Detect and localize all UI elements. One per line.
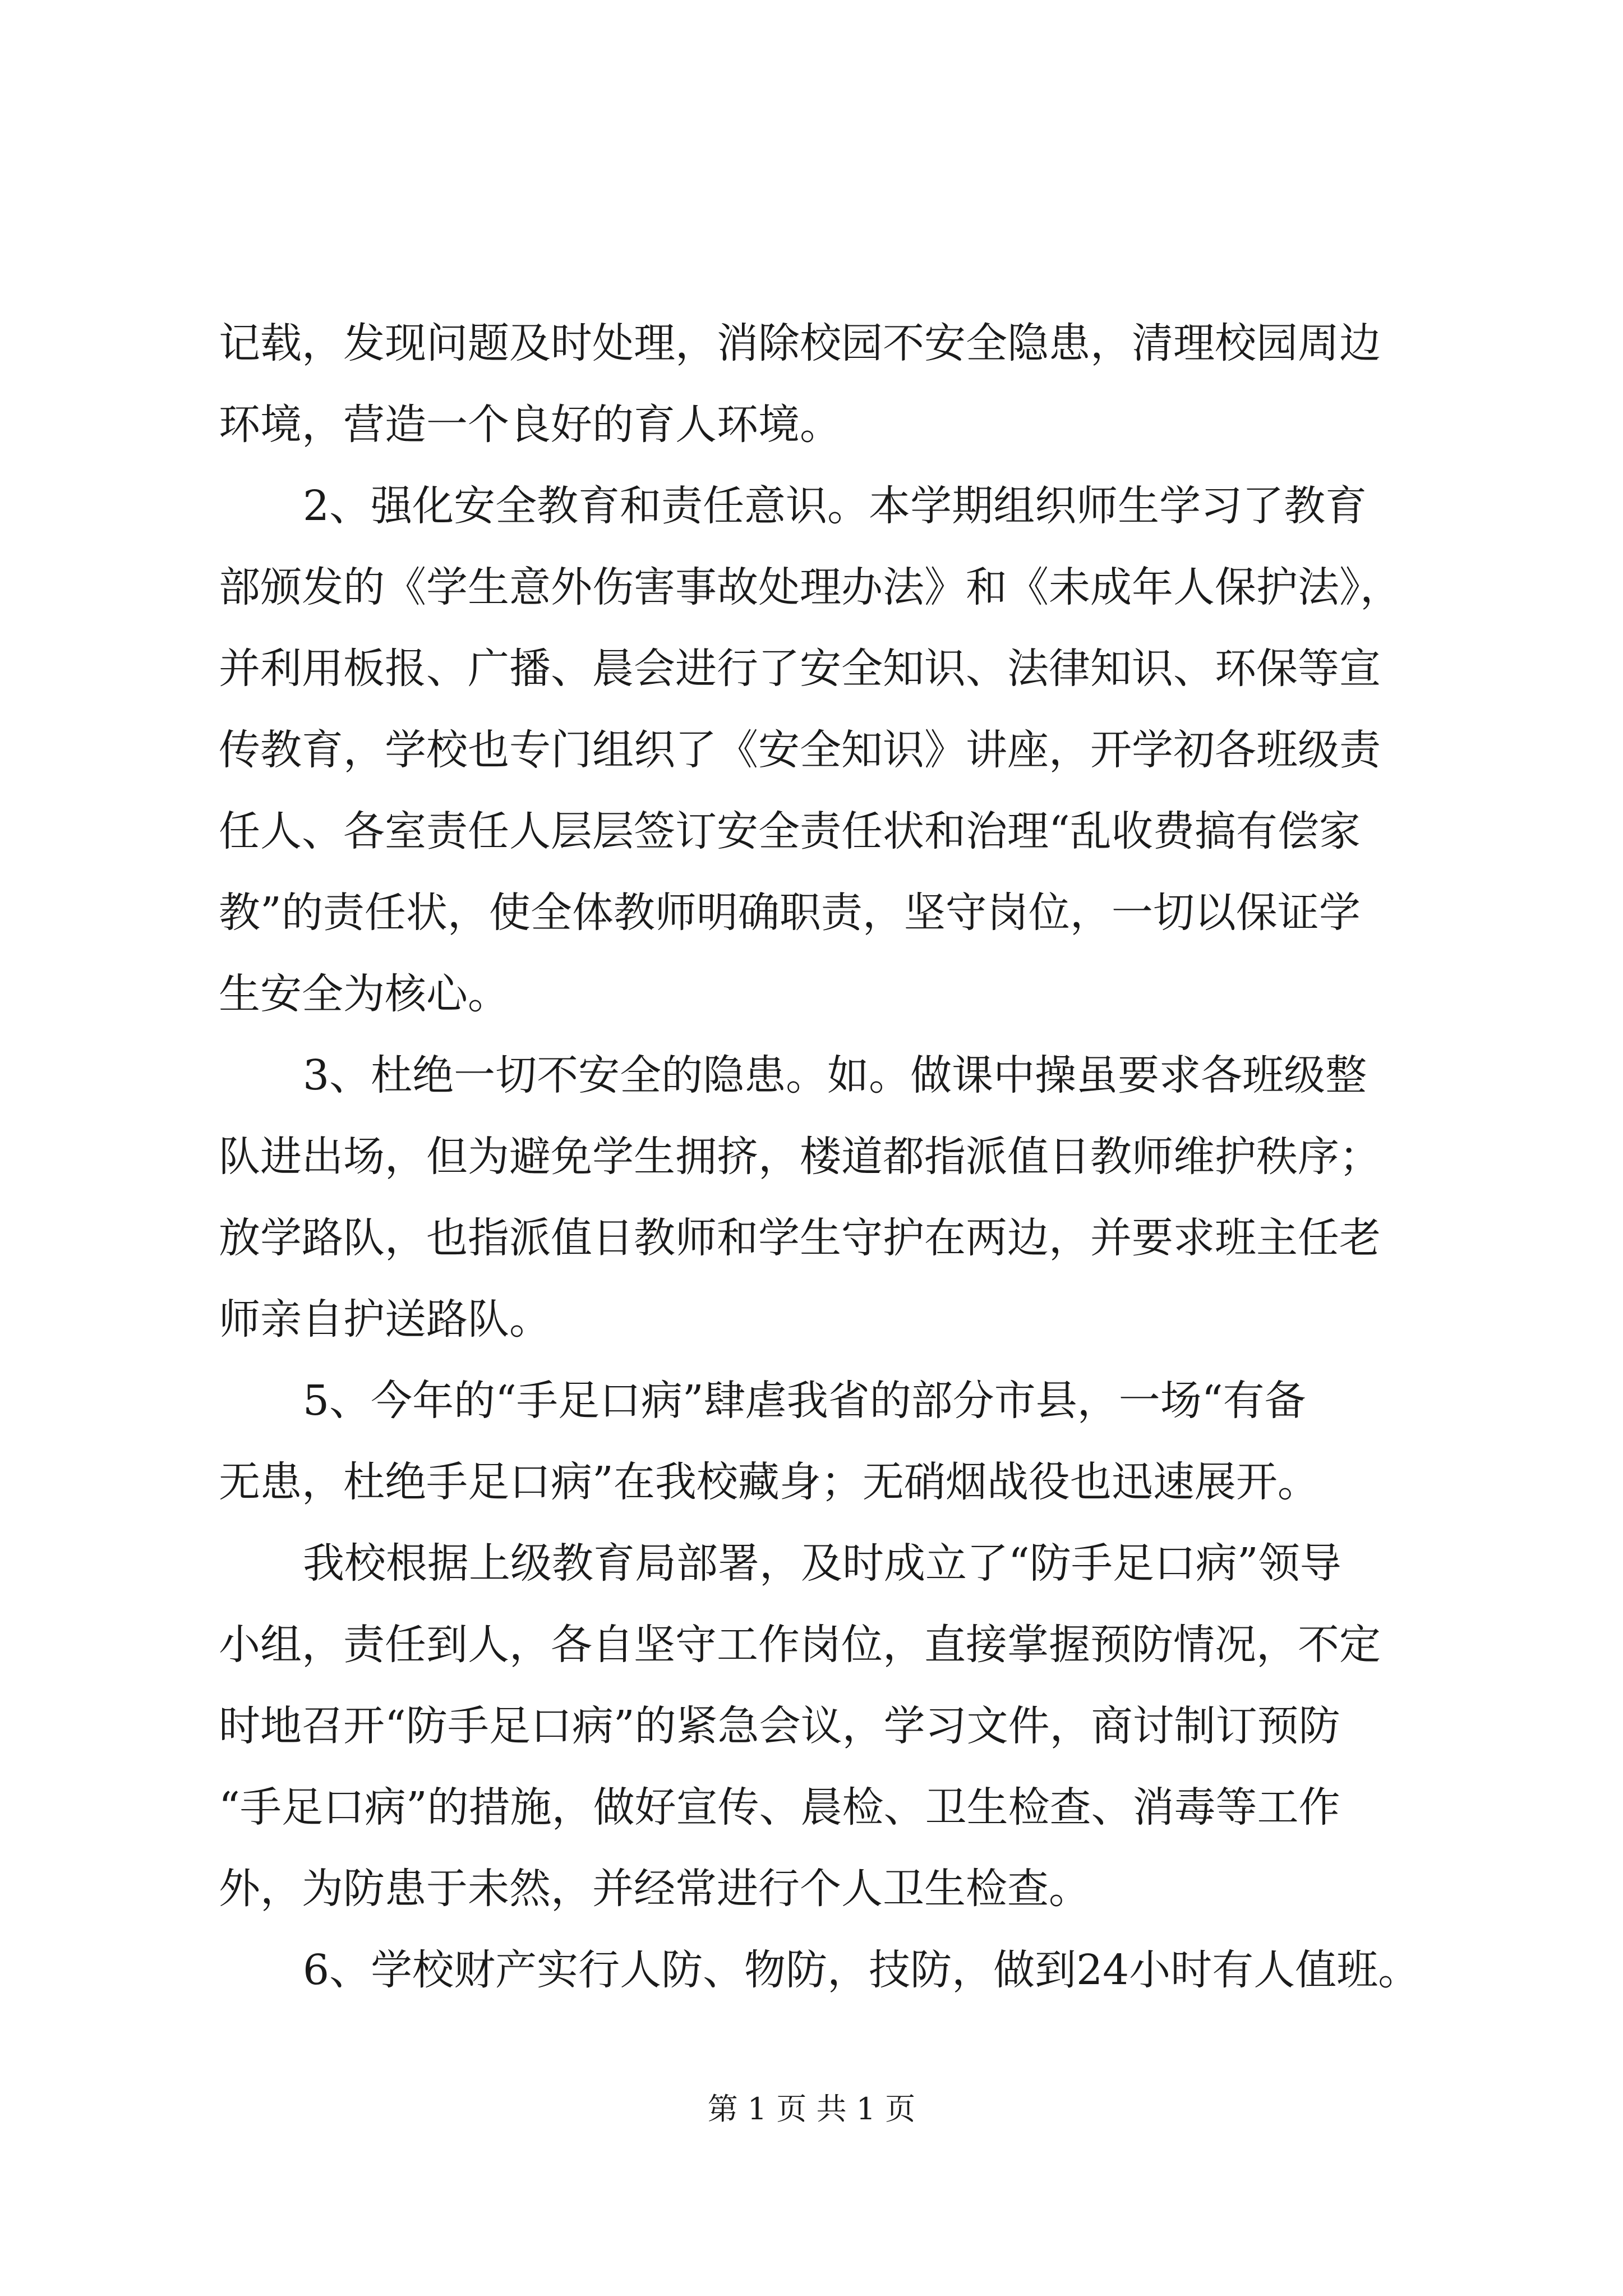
text-line: 教”的责任状，使全体教师明确职责，坚守岗位，一切以保证学	[219, 889, 1361, 937]
text-line: 师亲自护送路队。	[219, 1295, 551, 1343]
text-line: “手足口病”的措施，做好宣传、晨检、卫生检查、消毒等工作	[219, 1783, 1340, 1832]
text-line: 时地召开“防手足口病”的紧急会议，学习文件，商讨制订预防	[219, 1702, 1340, 1750]
text-line: 部颁发的《学生意外伤害事故处理办法》和《未成年人保护法》，	[219, 563, 1401, 611]
text-line: 小组，责任到人，各自坚守工作岗位，直接掌握预防情况，不定	[219, 1621, 1381, 1669]
text-line: 记载，发现问题及时处理，消除校园不安全隐患，清理校园周边	[219, 319, 1381, 367]
text-line: 并利用板报、广播、晨会进行了安全知识、法律知识、环保等宣	[219, 645, 1381, 693]
text-line: 无患，杜绝手足口病”在我校藏身；无硝烟战役也迅速展开。	[219, 1458, 1319, 1506]
text-line: 传教育，学校也专门组织了《安全知识》讲座，开学初各班级责	[219, 726, 1381, 774]
text-line: 环境，营造一个良好的育人环境。	[219, 401, 841, 449]
paragraph-start-line: 5、今年的“手足口病”肆虐我省的部分市县，一场“有备	[303, 1377, 1306, 1425]
page-footer	[0, 2090, 1623, 2129]
paragraph-start-line: 2、强化安全教育和责任意识。本学期组织师生学习了教育	[303, 482, 1367, 530]
text-line: 生安全为核心。	[219, 970, 509, 1018]
text-line: 任人、各室责任人层层签订安全责任状和治理“乱收费搞有偿家	[219, 807, 1361, 855]
document-body	[219, 303, 1419, 2011]
page-number-label: 第 1 页 共 1 页	[707, 2091, 916, 2127]
text-line: 队进出场，但为避免学生拥挤，楼道都指派值日教师维护秩序；	[219, 1133, 1381, 1181]
paragraph-start-line: 6、学校财产实行人防、物防，技防，做到24小时有人值班。	[303, 1946, 1420, 1994]
text-line: 放学路队，也指派值日教师和学生守护在两边，并要求班主任老	[219, 1214, 1381, 1262]
text-line: 外，为防患于未然，并经常进行个人卫生检查。	[219, 1865, 1090, 1913]
paragraph-start-line: 3、杜绝一切不安全的隐患。如。做课中操虽要求各班级整	[303, 1051, 1367, 1099]
paragraph-start-line: 我校根据上级教育局部署，及时成立了“防手足口病”领导	[303, 1539, 1341, 1588]
